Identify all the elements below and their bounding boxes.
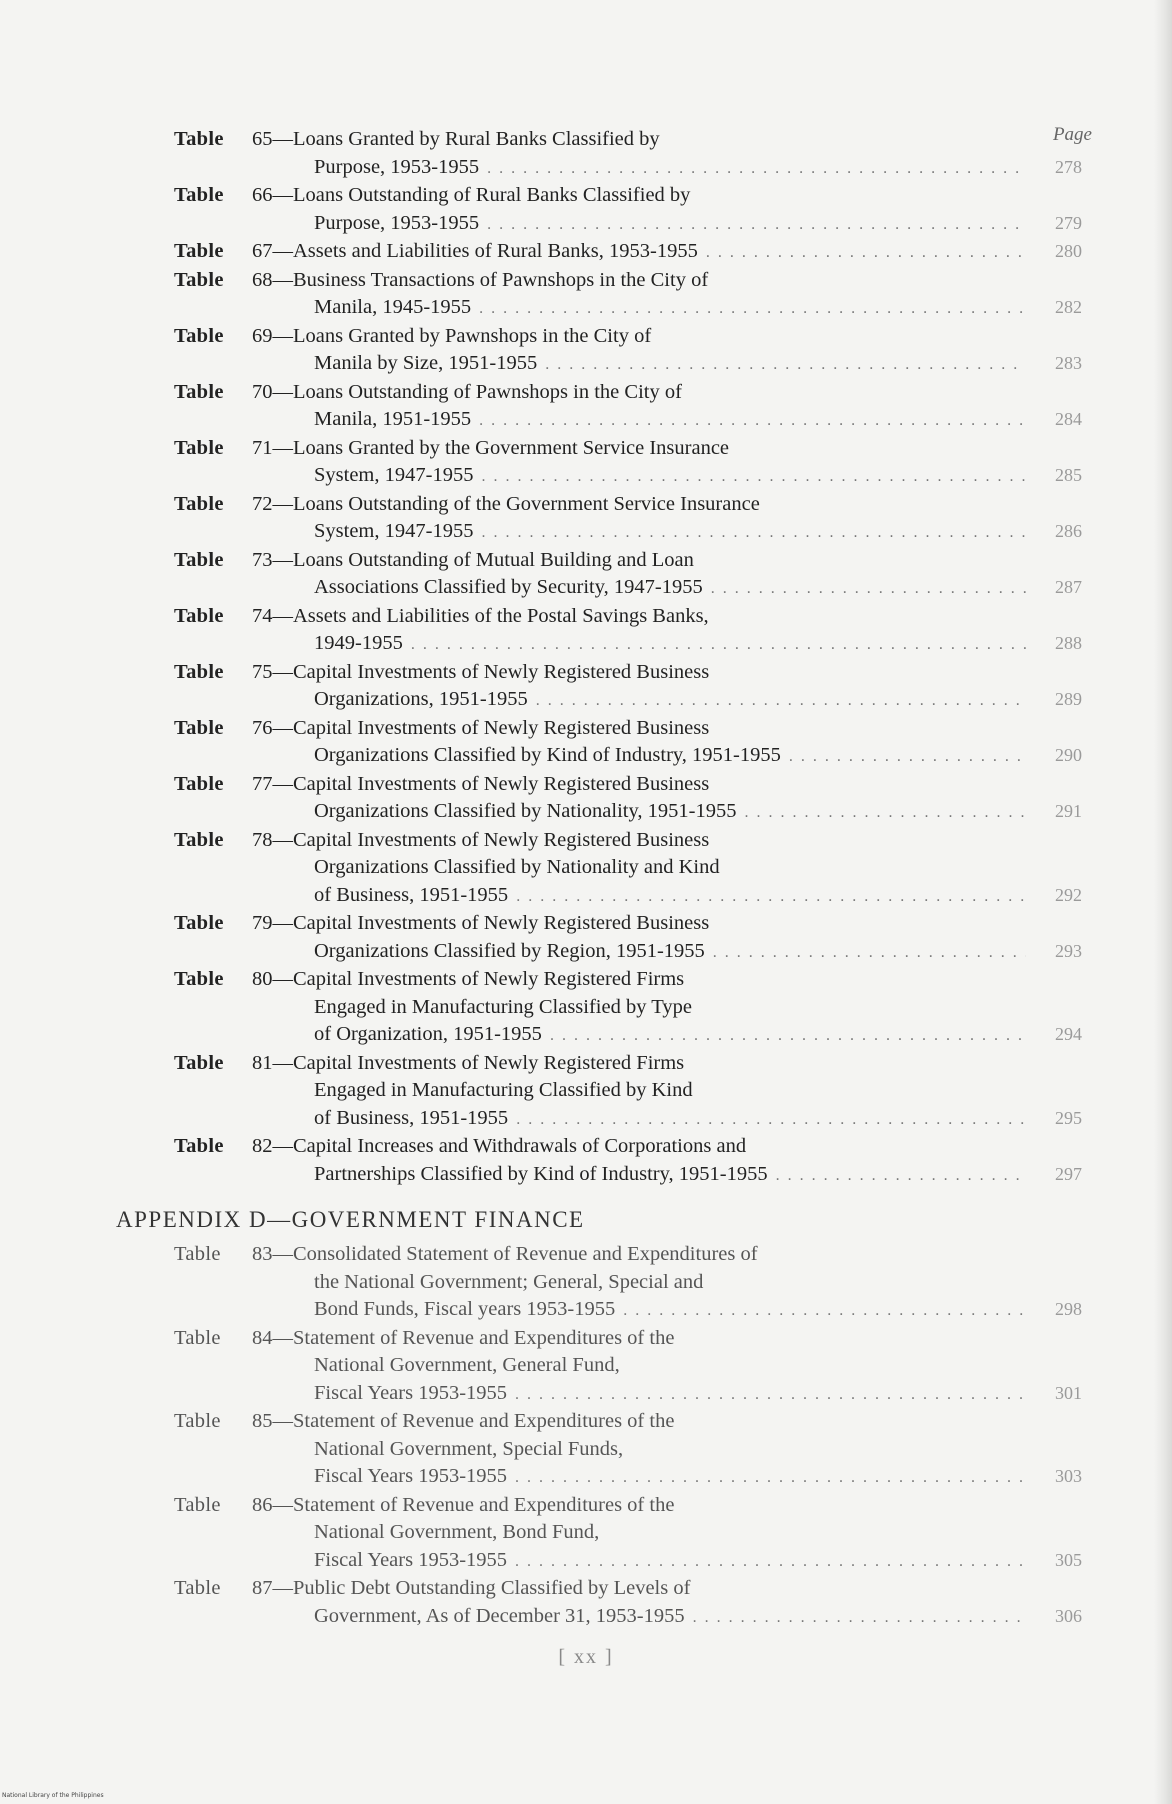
toc-entry[interactable]: [0, 659, 1172, 715]
toc-entry[interactable]: [0, 771, 1172, 827]
dot-leader: [706, 239, 1026, 267]
dot-leader: [623, 1297, 1026, 1325]
entry-title: [252, 603, 1082, 659]
page-number: 289: [1055, 689, 1082, 709]
entry-label: Table: [174, 1135, 224, 1157]
entry-title-last-line: [252, 210, 1082, 239]
toc-entry[interactable]: [0, 1133, 1172, 1189]
entry-title: [252, 966, 1082, 1050]
entry-title: [252, 659, 1082, 715]
page-number: 301: [1055, 1382, 1082, 1403]
entry-label: Table: [174, 1243, 221, 1265]
toc-entry[interactable]: [0, 267, 1172, 323]
toc-list-finance-tables: [0, 126, 1172, 1189]
entry-title-last-line: [252, 518, 1082, 547]
toc-entry[interactable]: [0, 1241, 1172, 1325]
entry-label: Table: [174, 716, 224, 739]
entry-label: Table: [174, 324, 224, 347]
entry-label: Table: [174, 240, 224, 262]
dot-leader: [481, 463, 1026, 491]
entry-title-line: 75—Capital Investments of Newly Registered Business: [252, 660, 710, 683]
entry-title-last-line: [252, 1547, 1082, 1576]
entry-title-line: National Government, General Fund,: [314, 1354, 620, 1376]
entry-title-line: Partnerships Classified by Kind of Industry, 1951-1955: [314, 1162, 768, 1185]
entry-label: Table: [174, 380, 224, 403]
entry-label: Table: [174, 1577, 221, 1599]
entry-title: [252, 491, 1082, 547]
page-number: 288: [1055, 633, 1082, 653]
entry-title-line: 76—Capital Investments of Newly Registered Business: [252, 716, 710, 739]
entry-title-last-line: [252, 882, 1082, 911]
entry-title: [252, 1133, 1082, 1189]
entry-title-line: Organizations Classified by Nationality and Kind: [314, 856, 720, 878]
entry-title-line: 84—Statement of Revenue and Expenditures of the: [252, 1326, 675, 1349]
dot-leader: [515, 1381, 1026, 1409]
entry-title: [252, 1575, 1082, 1631]
toc-entry[interactable]: [0, 379, 1172, 435]
toc-entry[interactable]: [0, 1050, 1172, 1134]
entry-title-line: Fiscal Years 1953-1955: [314, 1381, 508, 1404]
entry-title: [252, 1050, 1082, 1134]
dot-leader: [693, 1604, 1026, 1632]
scan-credit: National Library of the Philippines: [2, 1792, 104, 1799]
page-number: 305: [1055, 1549, 1082, 1570]
entry-title: [252, 238, 1082, 267]
entry-title-line: 66—Loans Outstanding of Rural Banks Classified by: [252, 184, 691, 206]
entry-title: [252, 715, 1082, 771]
entry-title-line: Purpose, 1953-1955: [314, 155, 480, 178]
entry-title: [252, 435, 1082, 491]
entry-title-line: Fiscal Years 1953-1955: [314, 1548, 508, 1571]
appendix-heading: APPENDIX D—GOVERNMENT FINANCE: [116, 1207, 585, 1232]
dot-leader: [536, 687, 1026, 715]
table-of-contents: [0, 126, 1172, 1631]
entry-title: [252, 379, 1082, 435]
entry-title: [252, 267, 1082, 323]
entry-title-last-line: [252, 1296, 1082, 1325]
page-folio: [ xx ]: [558, 1646, 614, 1668]
entry-title-line: Bond Funds, Fiscal years 1953-1955: [314, 1298, 616, 1320]
toc-entry[interactable]: [0, 547, 1172, 603]
entry-title-line: 73—Loans Outstanding of Mutual Building and Loan: [252, 548, 694, 571]
entry-title: [252, 1492, 1082, 1576]
toc-entry[interactable]: [0, 182, 1172, 238]
entry-title: [252, 126, 1082, 182]
dot-leader: [515, 1548, 1026, 1576]
page-column-heading: Page: [1052, 124, 1092, 145]
page-number: 286: [1055, 521, 1082, 541]
entry-title-line: of Business, 1951-1955: [314, 883, 509, 906]
toc-entry[interactable]: [0, 910, 1172, 966]
entry-title: [252, 1325, 1082, 1409]
entry-label: Table: [174, 1493, 221, 1516]
entry-title-last-line: [252, 1021, 1082, 1050]
entry-label: Table: [174, 1410, 221, 1432]
dot-leader: [776, 1162, 1026, 1190]
entry-title-last-line: [252, 574, 1082, 603]
entry-title-last-line: [252, 1603, 1082, 1632]
toc-entry[interactable]: [0, 1575, 1172, 1631]
entry-title-last-line: [252, 1463, 1082, 1492]
entry-title: [252, 1241, 1082, 1325]
dot-leader: [713, 939, 1026, 967]
entry-title-line: 85—Statement of Revenue and Expenditures of the: [252, 1410, 675, 1432]
entry-label: Table: [174, 828, 224, 851]
toc-entry[interactable]: [0, 1325, 1172, 1409]
dot-leader: [487, 211, 1026, 239]
page-number: 292: [1055, 884, 1082, 905]
entry-title-line: Engaged in Manufacturing Classified by Type: [314, 995, 692, 1018]
page-number: 282: [1055, 297, 1082, 317]
entry-title-line: 68—Business Transactions of Pawnshops in the City of: [252, 268, 709, 291]
dot-leader: [711, 575, 1026, 603]
dot-leader: [515, 1464, 1026, 1492]
page-number: 291: [1055, 801, 1082, 821]
entry-title: [252, 182, 1082, 238]
toc-list-government-finance: [0, 1241, 1172, 1631]
entry-title-last-line: [252, 686, 1082, 715]
dot-leader: [411, 631, 1026, 659]
dot-leader: [487, 155, 1026, 183]
entry-label: Table: [174, 436, 224, 459]
entry-title-line: Organizations Classified by Region, 1951-1955: [314, 939, 705, 962]
page-number: 294: [1055, 1024, 1082, 1044]
entry-title-last-line: [252, 406, 1082, 435]
toc-entry[interactable]: [0, 1492, 1172, 1576]
entry-title-last-line: [252, 350, 1082, 379]
entry-title-line: 79—Capital Investments of Newly Registered Business: [252, 912, 710, 934]
page-number: 284: [1055, 409, 1082, 429]
entry-title-line: Organizations Classified by Kind of Industry, 1951-1955: [314, 744, 781, 766]
dot-leader: [789, 743, 1026, 771]
entry-label: Table: [174, 268, 224, 291]
toc-entry[interactable]: [0, 1408, 1172, 1492]
entry-label: Table: [174, 912, 224, 934]
entry-title-line: 67—Assets and Liabilities of Rural Banks, 1953-1955: [252, 240, 698, 262]
entry-title-line: 86—Statement of Revenue and Expenditures of the: [252, 1493, 675, 1516]
entry-title-line: System, 1947-1955: [314, 520, 474, 542]
toc-entry[interactable]: [0, 603, 1172, 659]
entry-title-last-line: [252, 462, 1082, 491]
entry-title-line: 81—Capital Investments of Newly Registered Firms: [252, 1051, 685, 1074]
dot-leader: [550, 1022, 1026, 1050]
page-number: 279: [1055, 212, 1082, 233]
entry-title-last-line: [252, 1380, 1082, 1409]
page-number: 290: [1055, 745, 1082, 765]
entry-title-line: of Business, 1951-1955: [314, 1106, 509, 1129]
toc-entry[interactable]: [0, 323, 1172, 379]
entry-title-last-line: [252, 798, 1082, 827]
entry-title-line: National Government, Bond Fund,: [314, 1521, 600, 1543]
entry-title-line: 87—Public Debt Outstanding Classified by Levels of: [252, 1577, 691, 1599]
toc-entry[interactable]: [0, 715, 1172, 771]
entry-label: Table: [174, 968, 224, 990]
entry-title-line: 78—Capital Investments of Newly Registered Business: [252, 828, 710, 851]
entry-title: [252, 323, 1082, 379]
entry-title-line: Manila by Size, 1951-1955: [314, 352, 538, 374]
entry-title-line: 65—Loans Granted by Rural Banks Classified by: [252, 128, 660, 150]
entry-title-line: 1949-1955: [314, 632, 403, 654]
entry-title-last-line: [252, 1161, 1082, 1190]
entry-title-line: Engaged in Manufacturing Classified by Kind: [314, 1079, 693, 1101]
entry-title-line: Associations Classified by Security, 1947-1955: [314, 576, 703, 598]
entry-title: [252, 547, 1082, 603]
dot-leader: [479, 295, 1026, 323]
dot-leader: [516, 1106, 1026, 1134]
entry-title-line: 69—Loans Granted by Pawnshops in the City of: [252, 324, 652, 347]
entry-title-last-line: [252, 938, 1082, 967]
entry-label: Table: [174, 128, 224, 150]
entry-title-line: Organizations, 1951-1955: [314, 688, 528, 710]
page-number: 298: [1055, 1299, 1082, 1319]
toc-entry[interactable]: [0, 827, 1172, 911]
entry-title-last-line: [252, 742, 1082, 771]
toc-entry[interactable]: [0, 435, 1172, 491]
dot-leader: [744, 799, 1026, 827]
entry-title-line: 77—Capital Investments of Newly Registered Business: [252, 772, 710, 795]
dot-leader: [545, 351, 1026, 379]
entry-title-line: 70—Loans Outstanding of Pawnshops in the City of: [252, 380, 682, 403]
page-number: 293: [1055, 940, 1082, 961]
toc-entry[interactable]: [0, 491, 1172, 547]
entry-title-last-line: [252, 294, 1082, 323]
entry-title-last-line: [252, 238, 1082, 267]
toc-entry[interactable]: [0, 966, 1172, 1050]
entry-title-line: Fiscal Years 1953-1955: [314, 1465, 508, 1487]
page-number: 287: [1055, 577, 1082, 597]
entry-title-line: Government, As of December 31, 1953-1955: [314, 1604, 685, 1627]
entry-title-line: 82—Capital Increases and Withdrawals of Corporations and: [252, 1135, 747, 1157]
entry-title-line: Manila, 1945-1955: [314, 296, 472, 318]
entry-label: Table: [174, 1051, 224, 1074]
entry-title-line: 72—Loans Outstanding of the Government Service Insurance: [252, 492, 760, 515]
entry-title-last-line: [252, 1105, 1082, 1134]
entry-label: Table: [174, 604, 224, 627]
entry-label: Table: [174, 492, 224, 515]
entry-title-line: of Organization, 1951-1955: [314, 1023, 542, 1045]
page-number: 306: [1055, 1605, 1082, 1626]
entry-label: Table: [174, 772, 224, 795]
page-number: 303: [1055, 1466, 1082, 1486]
page-number: 285: [1055, 465, 1082, 485]
toc-entry[interactable]: [0, 126, 1172, 182]
entry-title: [252, 827, 1082, 911]
entry-title: [252, 910, 1082, 966]
entry-title: [252, 1408, 1082, 1492]
entry-label: Table: [174, 184, 224, 206]
entry-label: Table: [174, 1326, 221, 1349]
toc-entry[interactable]: [0, 238, 1172, 267]
entry-title-line: 83—Consolidated Statement of Revenue and Expenditures of: [252, 1243, 758, 1265]
entry-title: [252, 771, 1082, 827]
entry-title-line: 71—Loans Granted by the Government Service Insurance: [252, 436, 730, 459]
page-number: 297: [1055, 1163, 1082, 1184]
entry-title-line: Organizations Classified by Nationality, 1951-1955: [314, 800, 737, 822]
entry-title-line: National Government, Special Funds,: [314, 1437, 624, 1460]
page-number: 283: [1055, 353, 1082, 373]
entry-title-line: 80—Capital Investments of Newly Registered Firms: [252, 968, 685, 990]
entry-label: Table: [174, 548, 224, 571]
dot-leader: [516, 883, 1026, 911]
entry-title-line: Purpose, 1953-1955: [314, 211, 480, 234]
dot-leader: [481, 519, 1026, 547]
entry-label: Table: [174, 660, 224, 683]
dot-leader: [479, 407, 1026, 435]
entry-title-line: Manila, 1951-1955: [314, 408, 472, 430]
page-number: 278: [1055, 156, 1082, 177]
entry-title-line: System, 1947-1955: [314, 464, 474, 486]
entry-title-last-line: [252, 630, 1082, 659]
page-number: 295: [1055, 1107, 1082, 1128]
page-number: 280: [1055, 241, 1082, 261]
entry-title-line: 74—Assets and Liabilities of the Postal Savings Banks,: [252, 604, 709, 627]
entry-title-line: the National Government; General, Special and: [314, 1270, 704, 1293]
entry-title-last-line: [252, 154, 1082, 183]
